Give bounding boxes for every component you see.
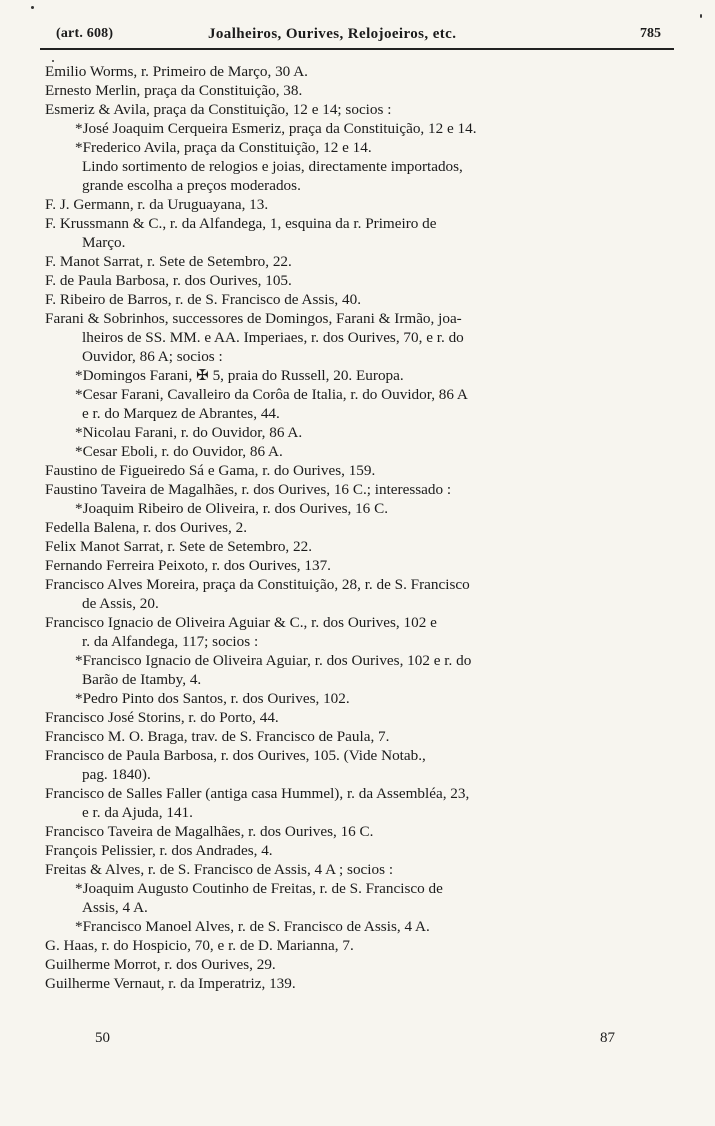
footer-signature-left: 50 <box>95 1030 110 1046</box>
entry-line: F. J. Germann, r. da Uruguayana, 13. <box>45 196 269 213</box>
entry-line: *Joaquim Augusto Coutinho de Freitas, r. de S. Francisco de <box>75 880 443 897</box>
header-title: Joalheiros, Ourives, Relojoeiros, etc. <box>208 26 457 42</box>
header-article-ref: (art. 608) <box>56 26 114 41</box>
page-header <box>40 24 676 48</box>
entry-line: *José Joaquim Cerqueira Esmeriz, praça da Constituição, 12 e 14. <box>75 120 477 137</box>
entry-line: Faustino Taveira de Magalhães, r. dos Ourives, 16 C.; interessado : <box>45 481 452 498</box>
entry-line: Francisco José Storins, r. do Porto, 44. <box>45 709 279 726</box>
entry-line: Fedella Balena, r. dos Ourives, 2. <box>45 519 248 536</box>
entry-line: F. de Paula Barbosa, r. dos Ourives, 105. <box>45 272 292 289</box>
entry-line: Esmeriz & Avila, praça da Constituição, 12 e 14; socios : <box>45 101 392 118</box>
header-page-number: 785 <box>640 26 661 41</box>
entry-line: F. Ribeiro de Barros, r. de S. Francisco de Assis, 40. <box>45 291 362 308</box>
page-footer <box>95 1030 635 1052</box>
entry-line: Francisco M. O. Braga, trav. de S. Francisco de Paula, 7. <box>45 728 390 745</box>
entry-line: Felix Manot Sarrat, r. Sete de Setembro, 22. <box>45 538 312 555</box>
entry-line: Francisco Alves Moreira, praça da Constituição, 28, r. de S. Francisco <box>45 576 470 593</box>
entry-line: *Francisco Ignacio de Oliveira Aguiar, r. dos Ourives, 102 e r. do <box>75 652 472 669</box>
entry-line: Guilherme Morrot, r. dos Ourives, 29. <box>45 956 276 973</box>
entry-line: *Joaquim Ribeiro de Oliveira, r. dos Ourives, 16 C. <box>75 500 388 517</box>
entry-line: de Assis, 20. <box>82 595 159 612</box>
print-speck <box>31 6 34 9</box>
entry-line: *Francisco Manoel Alves, r. de S. Francisco de Assis, 4 A. <box>75 918 430 935</box>
entry-line: r. da Alfandega, 117; socios : <box>82 633 259 650</box>
entry-line: Ernesto Merlin, praça da Constituição, 38. <box>45 82 303 99</box>
directory-listing <box>45 62 681 993</box>
entry-line: *Pedro Pinto dos Santos, r. dos Ourives, 102. <box>75 690 350 707</box>
entry-line: e r. da Ajuda, 141. <box>82 804 193 821</box>
entry-line: Francisco Ignacio de Oliveira Aguiar & C., r. dos Ourives, 102 e <box>45 614 437 631</box>
entry-line: *Frederico Avila, praça da Constituição, 12 e 14. <box>75 139 372 156</box>
entry-line: *Cesar Farani, Cavalleiro da Corôa de Italia, r. do Ouvidor, 86 A <box>75 386 468 403</box>
entry-line: pag. 1840). <box>82 766 151 783</box>
entry-line: Faustino de Figueiredo Sá e Gama, r. do Ourives, 159. <box>45 462 376 479</box>
entry-line: Ouvidor, 86 A; socios : <box>82 348 223 365</box>
entry-line: grande escolha a preços moderados. <box>82 177 301 194</box>
entry-line: Guilherme Vernaut, r. da Imperatriz, 139. <box>45 975 296 992</box>
entry-line: *Domingos Farani, ✠ 5, praia do Russell, 20. Europa. <box>75 367 404 384</box>
entry-line: Francisco Taveira de Magalhães, r. dos Ourives, 16 C. <box>45 823 374 840</box>
entry-line: François Pelissier, r. dos Andrades, 4. <box>45 842 273 859</box>
entry-line: *Nicolau Farani, r. do Ouvidor, 86 A. <box>75 424 303 441</box>
print-speck <box>700 14 702 18</box>
entry-line: e r. do Marquez de Abrantes, 44. <box>82 405 280 422</box>
entry-line: Março. <box>82 234 126 251</box>
footer-signature-right: 87 <box>600 1030 615 1046</box>
entry-line: F. Manot Sarrat, r. Sete de Setembro, 22. <box>45 253 292 270</box>
entry-line: F. Krussmann & C., r. da Alfandega, 1, esquina da r. Primeiro de <box>45 215 437 232</box>
entry-line: Lindo sortimento de relogios e joias, directamente importados, <box>82 158 463 175</box>
entry-line: Emilio Worms, r. Primeiro de Março, 30 A. <box>45 63 308 80</box>
header-rule <box>40 48 674 50</box>
entry-line: *Cesar Eboli, r. do Ouvidor, 86 A. <box>75 443 283 460</box>
entry-line: Barão de Itamby, 4. <box>82 671 202 688</box>
entry-line: Assis, 4 A. <box>82 899 148 916</box>
entry-line: Fernando Ferreira Peixoto, r. dos Ourives, 137. <box>45 557 331 574</box>
entry-line: Francisco de Salles Faller (antiga casa Hummel), r. da Assembléa, 23, <box>45 785 470 802</box>
entry-line: Farani & Sobrinhos, successores de Domingos, Farani & Irmão, joa- <box>45 310 462 327</box>
entry-line: lheiros de SS. MM. e AA. Imperiaes, r. dos Ourives, 70, e r. do <box>82 329 464 346</box>
entry-line: Freitas & Alves, r. de S. Francisco de Assis, 4 A ; socios : <box>45 861 394 878</box>
entry-line: G. Haas, r. do Hospicio, 70, e r. de D. Marianna, 7. <box>45 937 354 954</box>
entry-line: Francisco de Paula Barbosa, r. dos Ourives, 105. (Vide Notab., <box>45 747 426 764</box>
